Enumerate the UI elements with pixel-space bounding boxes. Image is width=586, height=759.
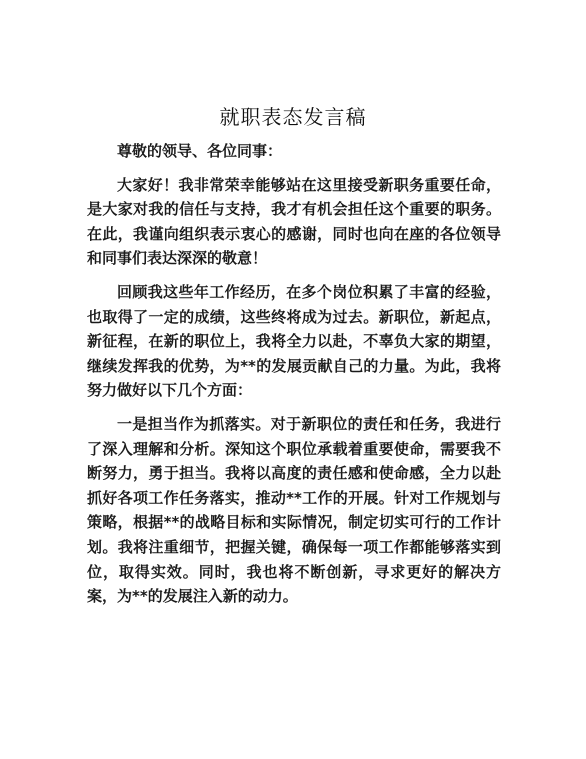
paragraph-review: 回顾我这些年工作经历，在多个岗位积累了丰富的经验，也取得了一定的成绩，这些终将成为过去。新职位，新起点，新征程，在新的职位上，我将全力以赴，不辜负大家的期望，继续发挥我的优势，为**的发展贡献自己的力量。为此，我将努力做好以下几个方面：: [87, 282, 501, 400]
paragraph-opening: 大家好！我非常荣幸能够站在这里接受新职务重要任命，是大家对我的信任与支持，我才有机会担任这个重要的职务。在此，我谨向组织表示衷心的感谢，同时也向在座的各位领导和同事们表达深深的敬意！: [87, 175, 501, 268]
document-body: [87, 139, 501, 618]
document-title: 就职表态发言稿: [219, 105, 367, 129]
paragraph-commitment-one: 一是担当作为抓落实。对于新职位的责任和任务，我进行了深入理解和分析。深知这个职位承载着重要使命，需要我不断努力，勇于担当。我将以高度的责任感和使命感，全力以赴抓好各项工作任务落实，推动**工作的开展。针对工作规划与策略，根据**的战略目标和实际情况，制定切实可行的工作计划。我将注重细节，把握关键，确保每一项工作都能够落实到位，取得实效。同时，我也将不断创新，寻求更好的解决方案，为**的发展注入新的动力。: [87, 414, 501, 606]
greeting-line: 尊敬的领导、各位同事：: [117, 142, 283, 160]
